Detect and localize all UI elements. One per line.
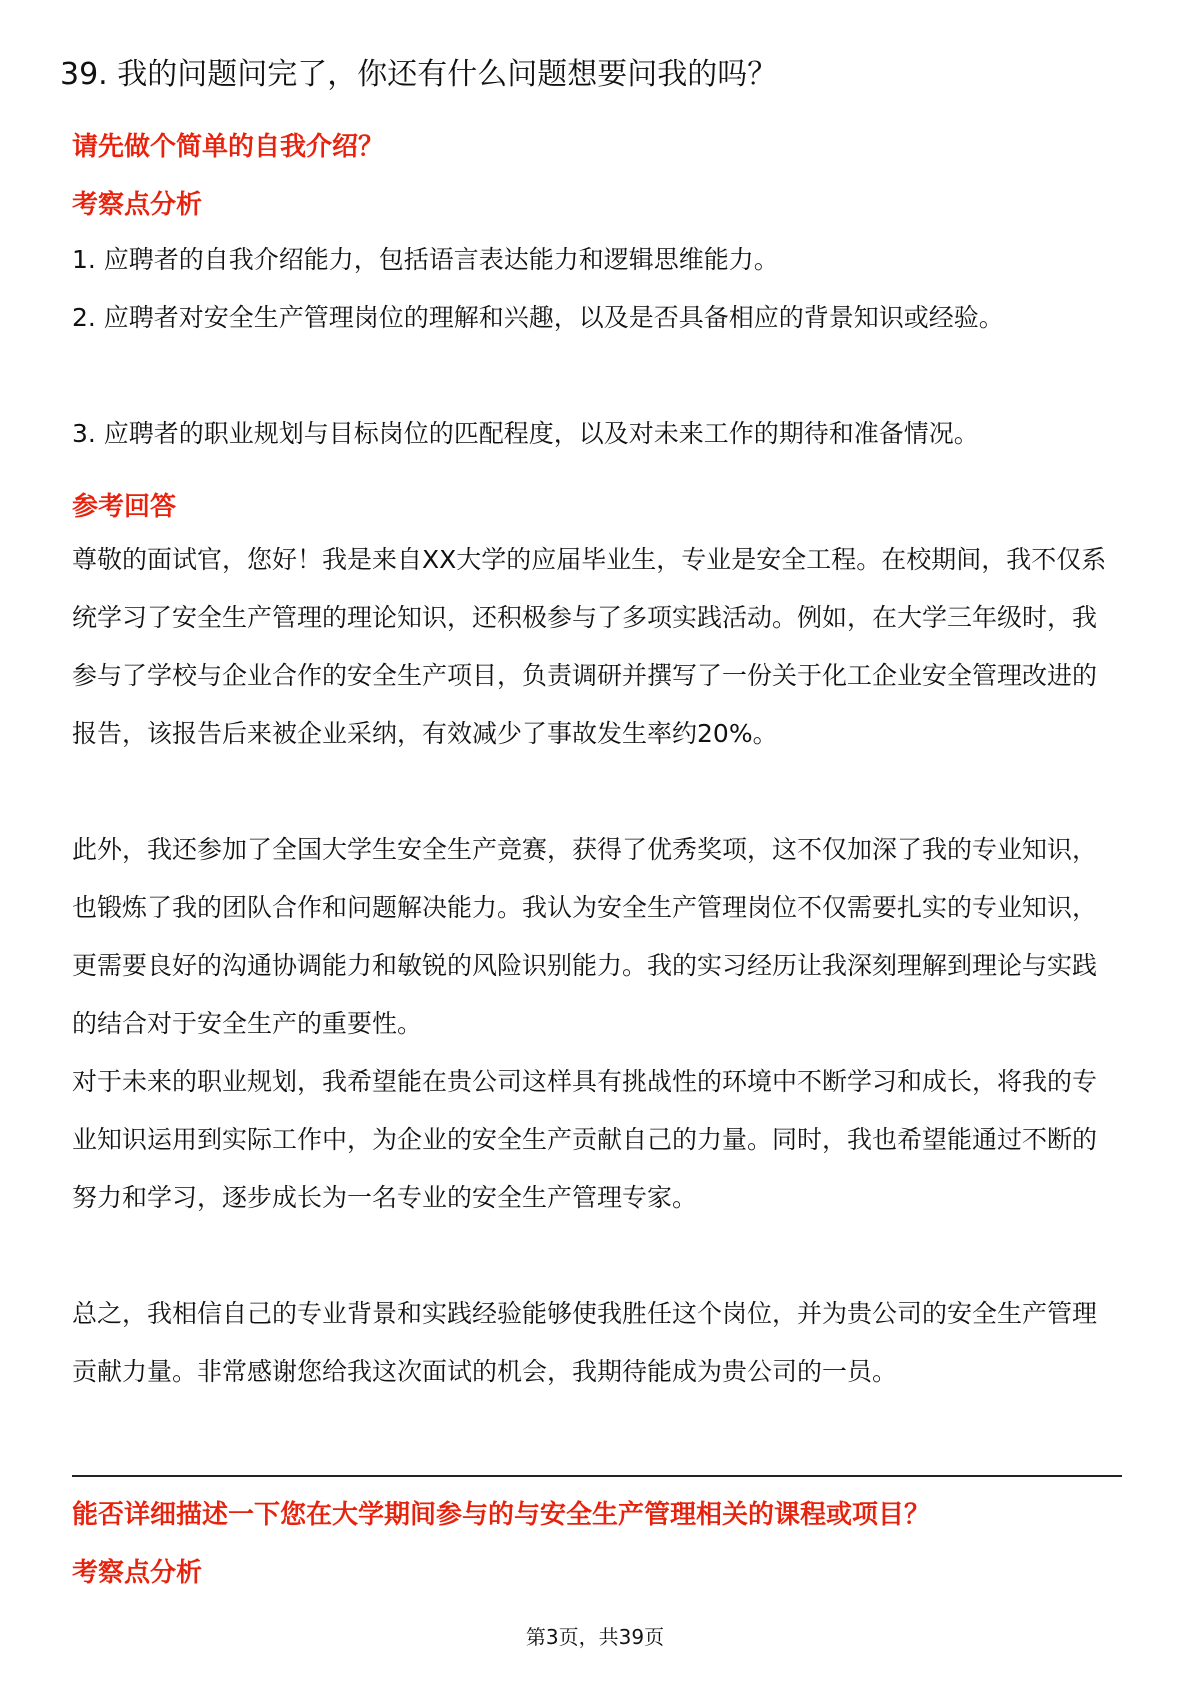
section1-question: 请先做个简单的自我介绍？ xyxy=(72,132,385,162)
section2-analysis-label: 考察点分析 xyxy=(72,1558,203,1588)
section1-answer-label: 参考回答 xyxy=(72,492,177,522)
page-number: 第3页，共39页 xyxy=(525,1625,665,1649)
section-divider xyxy=(72,1475,1122,1477)
analysis-item-1: 1. 应聘者的自我介绍能力，包括语言表达能力和逻辑思维能力。 xyxy=(72,245,779,274)
answer-paragraph-4: 总之，我相信自己的专业背景和实践经验能够使我胜任这个岗位，并为贵公司的安全生产管理贡献力量。非常感谢您给我这次面试的机会，我期待能成为贵公司的一员。 xyxy=(72,1299,1098,1386)
analysis-item-3: 3. 应聘者的职业规划与目标岗位的匹配程度，以及对未来工作的期待和准备情况。 xyxy=(72,419,979,448)
answer-paragraph-2: 此外，我还参加了全国大学生安全生产竞赛，获得了优秀奖项，这不仅加深了我的专业知识，也锻炼了我的团队合作和问题解决能力。我认为安全生产管理岗位不仅需要扎实的专业知识，更需要良好的沟通协调能力和敏锐的风险识别能力。我的实习经历让我深刻理解到理论与实践的结合对于安全生产的重要性。 xyxy=(72,835,1098,1038)
section1-analysis-label: 考察点分析 xyxy=(72,190,203,220)
question-heading: 39. 我的问题问完了，你还有什么问题想要问我的吗？ xyxy=(60,57,778,92)
section2-question: 能否详细描述一下您在大学期间参与的与安全生产管理相关的课程或项目？ xyxy=(72,1500,931,1530)
answer-paragraph-3: 对于未来的职业规划，我希望能在贵公司这样具有挑战性的环境中不断学习和成长，将我的专业知识运用到实际工作中，为企业的安全生产贡献自己的力量。同时，我也希望能通过不断的努力和学习，逐步成长为一名专业的安全生产管理专家。 xyxy=(72,1067,1098,1212)
analysis-item-2: 2. 应聘者对安全生产管理岗位的理解和兴趣，以及是否具备相应的背景知识或经验。 xyxy=(72,303,1004,332)
answer-paragraph-1: 尊敬的面试官，您好！我是来自XX大学的应届毕业生，专业是安全工程。在校期间，我不仅系统学习了安全生产管理的理论知识，还积极参与了多项实践活动。例如，在大学三年级时，我参与了学校与企业合作的安全生产项目，负责调研并撰写了一份关于化工企业安全管理改进的报告，该报告后来被企业采纳，有效减少了事故发生率约20%。 xyxy=(72,545,1107,748)
